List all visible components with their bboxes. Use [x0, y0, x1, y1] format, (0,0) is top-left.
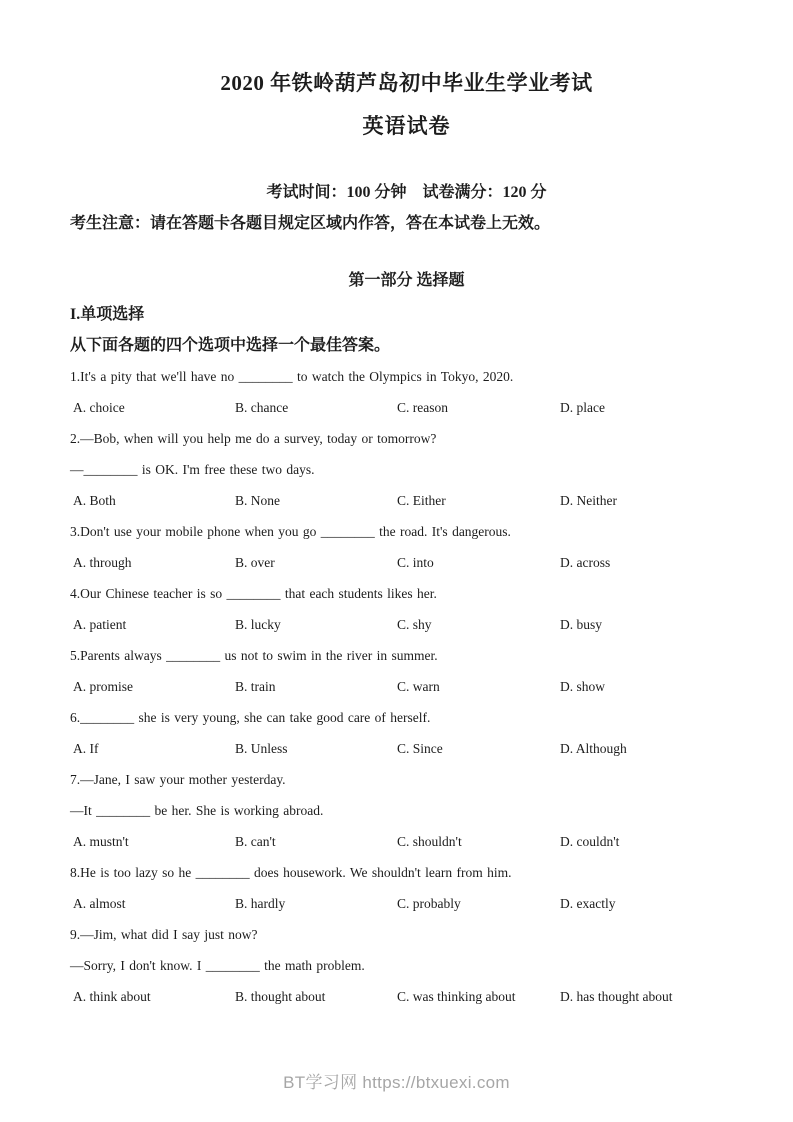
option-a: A. choice [73, 400, 125, 415]
question-1 [70, 361, 743, 423]
option-c: C. shy [397, 617, 432, 632]
options-row [70, 981, 743, 1012]
option-d: D. busy [560, 617, 603, 632]
options-row [70, 392, 743, 423]
options-row [70, 609, 743, 640]
option-c: C. Since [397, 741, 443, 756]
option-a: A. If [73, 741, 99, 756]
question-5 [70, 640, 743, 702]
question-text: 8.He is too lazy so he ________ does housework. We shouldn't learn from him. [70, 865, 512, 880]
section-title: I.单项选择 [70, 306, 145, 323]
question-text: 2.—Bob, when will you help me do a survey, today or tomorrow? [70, 431, 437, 446]
part-heading: 第一部分 选择题 [348, 272, 465, 289]
options-row [70, 547, 743, 578]
option-d: D. has thought about [560, 989, 673, 1004]
question-2 [70, 423, 743, 516]
option-b: B. train [235, 679, 276, 694]
question-3 [70, 516, 743, 578]
question-text: 6.________ she is very young, she can take good care of herself. [70, 710, 431, 725]
option-c: C. probably [397, 896, 461, 911]
option-b: B. over [235, 555, 275, 570]
page-content [0, 69, 793, 1012]
option-b: B. chance [235, 400, 289, 415]
question-6 [70, 702, 743, 764]
option-d: D. place [560, 400, 605, 415]
option-c: C. warn [397, 679, 440, 694]
question-text: 5.Parents always ________ us not to swim in the river in summer. [70, 648, 438, 663]
question-text: —Sorry, I don't know. I ________ the math problem. [70, 958, 365, 973]
question-9 [70, 919, 743, 1012]
options-row [70, 826, 743, 857]
option-c: C. Either [397, 493, 446, 508]
option-a: A. through [73, 555, 132, 570]
option-b: B. lucky [235, 617, 281, 632]
option-d: D. couldn't [560, 834, 620, 849]
exam-info-line: 考试时间：100 分钟 试卷满分：120 分 [266, 184, 547, 201]
candidate-notice: 考生注意：请在答题卡各题目规定区域内作答，答在本试卷上无效。 [70, 215, 551, 232]
option-d: D. exactly [560, 896, 616, 911]
options-row [70, 733, 743, 764]
option-a: A. promise [73, 679, 133, 694]
question-text: 1.It's a pity that we'll have no ________ to watch the Olympics in Tokyo, 2020. [70, 369, 514, 384]
option-d: D. show [560, 679, 606, 694]
section-instruction: 从下面各题的四个选项中选择一个最佳答案。 [70, 337, 391, 354]
options-row [70, 485, 743, 516]
question-7 [70, 764, 743, 857]
question-text: 3.Don't use your mobile phone when you go ________ the road. It's dangerous. [70, 524, 511, 539]
option-b: B. can't [235, 834, 276, 849]
option-b: B. hardly [235, 896, 286, 911]
option-a: A. mustn't [73, 834, 129, 849]
option-c: C. shouldn't [397, 834, 462, 849]
site-watermark: BT学习网 https://btxuexi.com [283, 1073, 510, 1092]
question-text: 4.Our Chinese teacher is so ________ that each students likes her. [70, 586, 437, 601]
option-c: C. reason [397, 400, 448, 415]
option-d: D. across [560, 555, 611, 570]
question-text: 9.—Jim, what did I say just now? [70, 927, 258, 942]
question-list [70, 361, 743, 1012]
option-a: A. think about [73, 989, 151, 1004]
question-text: 7.—Jane, I saw your mother yesterday. [70, 772, 286, 787]
page-title: 2020 年铁岭葫芦岛初中毕业生学业考试 [220, 71, 593, 95]
option-c: C. was thinking about [397, 989, 516, 1004]
option-b: B. None [235, 493, 280, 508]
question-text: —________ is OK. I'm free these two days. [70, 462, 315, 477]
option-d: D. Although [560, 741, 627, 756]
option-c: C. into [397, 555, 434, 570]
question-8 [70, 857, 743, 919]
question-4 [70, 578, 743, 640]
option-a: A. patient [73, 617, 127, 632]
options-row [70, 888, 743, 919]
page-subtitle: 英语试卷 [362, 114, 451, 138]
option-b: B. Unless [235, 741, 288, 756]
option-a: A. almost [73, 896, 126, 911]
option-a: A. Both [73, 493, 116, 508]
options-row [70, 671, 743, 702]
question-text: —It ________ be her. She is working abroad. [70, 803, 324, 818]
option-d: D. Neither [560, 493, 617, 508]
option-b: B. thought about [235, 989, 326, 1004]
